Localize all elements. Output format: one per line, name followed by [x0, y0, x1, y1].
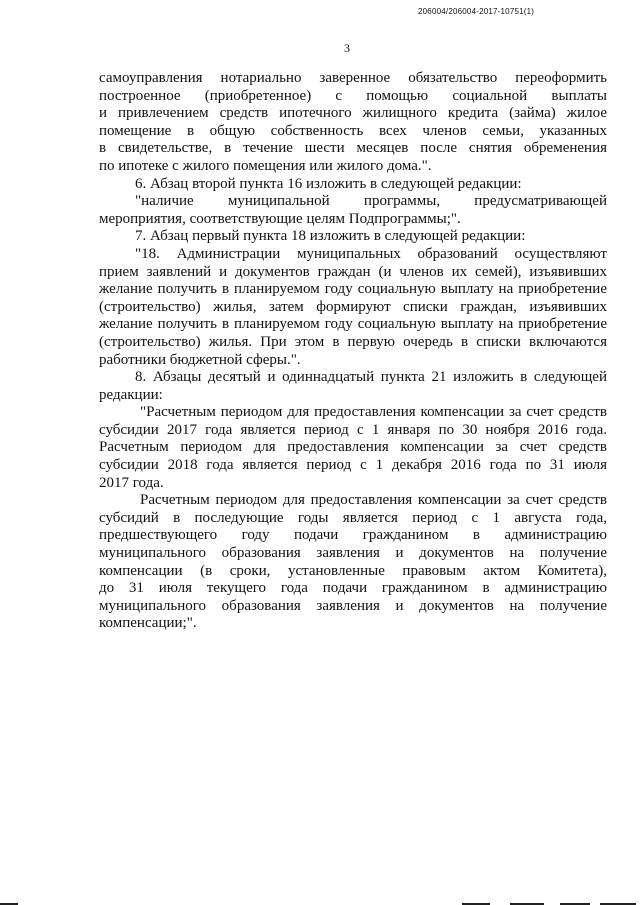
text-line: (строительство) жилья. При этом в первую очередь в списки включаются: [99, 333, 607, 350]
text-line: прием заявлений и документов граждан (и членов их семей), изъявивших: [99, 263, 607, 280]
text-line: построенное (приобретенное) с помощью социальной выплаты: [99, 87, 607, 104]
text-line: муниципального образования заявления и документов на получение: [99, 545, 607, 562]
text-line: (строительство) жилья, затем формируют списки граждан, изъявивших: [99, 298, 607, 315]
text-line: и привлечением средств ипотечного жилищного кредита (займа) жилое: [99, 105, 607, 122]
document-id: 206004/206004-2017-10751(1): [418, 7, 535, 16]
text-line: 8. Абзацы десятый и одиннадцатый пункта 21 изложить в следующей: [135, 369, 607, 386]
text-line: 6. Абзац второй пункта 16 изложить в следующей редакции:: [135, 175, 522, 192]
text-line: предшествующего году подачи гражданином в администрацию: [99, 527, 607, 544]
text-line: компенсации (в сроки, установленные правовым актом Комитета),: [99, 562, 607, 579]
text-line: муниципального образования заявления и документов на получение: [99, 597, 607, 614]
scan-edge-marks: [0, 901, 640, 905]
text-line: "Расчетным периодом для предоставления компенсации за счет средств: [140, 404, 607, 421]
text-line: желание получить в планируемом году социальную выплату на приобретение: [99, 281, 607, 298]
page-number: 3: [344, 41, 350, 55]
text-line: "18. Администрации муниципальных образований осуществляют: [135, 245, 607, 262]
text-line: редакции:: [99, 386, 163, 403]
text-line: субсидии 2017 года является период с 1 января по 30 ноября 2016 года.: [99, 421, 607, 438]
text-line: помещение в общую собственность всех членов семьи, указанных: [99, 122, 607, 139]
text-line: по ипотеке с жилого помещения или жилого дома.".: [99, 157, 432, 174]
text-line: работники бюджетной сферы.".: [99, 351, 301, 368]
text-line: компенсации;".: [99, 615, 197, 632]
text-line: "наличие муниципальной программы, предусматривающей: [135, 193, 607, 210]
text-line: 7. Абзац первый пункта 18 изложить в следующей редакции:: [135, 228, 526, 245]
text-line: желание получить в планируемом году социальную выплату на приобретение: [99, 316, 607, 333]
text-line: самоуправления нотариально заверенное обязательство переоформить: [99, 70, 607, 86]
text-line: мероприятия, соответствующие целям Подпрограммы;".: [99, 210, 461, 227]
text-line: субсидии 2018 года является период с 1 декабря 2016 года по 31 июля: [99, 457, 607, 474]
text-line: в свидетельстве, в течение шести месяцев после снятия обременения: [99, 140, 607, 157]
text-line: Расчетным периодом для предоставления компенсации за счет средств: [99, 439, 607, 456]
document-body: [99, 70, 607, 633]
text-line: 2017 года.: [99, 474, 164, 491]
text-line: Расчетным периодом для предоставления компенсации за счет средств: [140, 492, 607, 509]
text-line: до 31 июля текущего года подачи гражданином в администрацию: [99, 580, 607, 597]
text-line: субсидий в последующие годы является период с 1 августа года,: [99, 509, 607, 526]
